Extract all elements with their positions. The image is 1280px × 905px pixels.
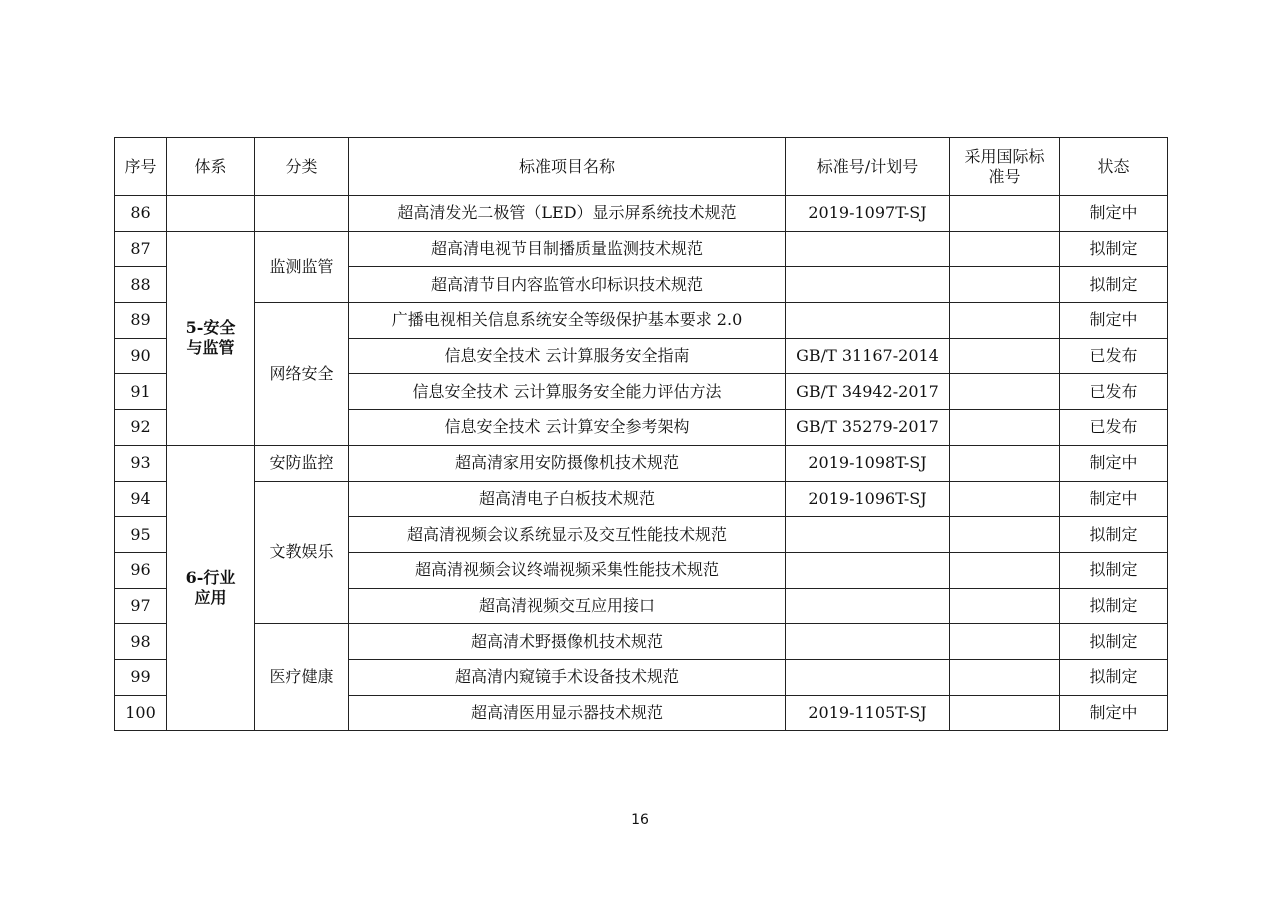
row-number [786,588,950,624]
table-row [115,445,1168,481]
row-status: 已发布 [1060,374,1168,410]
row-intl [950,445,1060,481]
row-no: 89 [115,303,167,339]
row-number: 2019-1105T-SJ [786,695,950,731]
table-row [115,481,1168,517]
row-number [786,231,950,267]
row-no: 93 [115,445,167,481]
row-number [786,517,950,553]
row-intl [950,588,1060,624]
row-no: 88 [115,267,167,303]
row-intl [950,303,1060,339]
row-intl [950,196,1060,232]
row-no: 90 [115,338,167,374]
row-number [786,552,950,588]
row-intl [950,659,1060,695]
row-number: GB/T 35279-2017 [786,410,950,446]
row-name: 信息安全技术 云计算服务安全能力评估方法 [349,374,786,410]
header-system: 体系 [167,138,255,196]
row-status: 拟制定 [1060,588,1168,624]
row-status: 制定中 [1060,695,1168,731]
row-status: 拟制定 [1060,624,1168,660]
row-no: 94 [115,481,167,517]
row-number: GB/T 31167-2014 [786,338,950,374]
row-name: 超高清电子白板技术规范 [349,481,786,517]
row-name: 超高清医用显示器技术规范 [349,695,786,731]
row-name: 超高清视频交互应用接口 [349,588,786,624]
category-security-monitoring: 安防监控 [255,445,349,481]
row-number [786,659,950,695]
header-number: 标准号/计划号 [786,138,950,196]
table-row [115,303,1168,339]
row-number: 2019-1097T-SJ [786,196,950,232]
group-industry-application: 6-行业应用 [167,445,255,731]
row-intl [950,410,1060,446]
row-name: 超高清节目内容监管水印标识技术规范 [349,267,786,303]
row-no: 92 [115,410,167,446]
row-no: 97 [115,588,167,624]
category-cell-empty [255,196,349,232]
row-intl [950,374,1060,410]
row-no: 96 [115,552,167,588]
system-cell-empty [167,196,255,232]
row-name: 超高清电视节目制播质量监测技术规范 [349,231,786,267]
row-no: 100 [115,695,167,731]
header-category: 分类 [255,138,349,196]
table-row [115,196,1168,232]
row-number: 2019-1096T-SJ [786,481,950,517]
header-no: 序号 [115,138,167,196]
category-monitoring: 监测监管 [255,231,349,302]
row-intl [950,231,1060,267]
row-number: GB/T 34942-2017 [786,374,950,410]
row-status: 制定中 [1060,445,1168,481]
header-status: 状态 [1060,138,1168,196]
row-status: 制定中 [1060,196,1168,232]
category-education-entertainment: 文教娱乐 [255,481,349,624]
row-status: 拟制定 [1060,267,1168,303]
row-no: 86 [115,196,167,232]
row-name: 信息安全技术 云计算服务安全指南 [349,338,786,374]
table-row [115,231,1168,267]
row-intl [950,481,1060,517]
standards-table [114,137,1168,731]
row-no: 95 [115,517,167,553]
category-network-security: 网络安全 [255,303,349,446]
row-no: 98 [115,624,167,660]
row-intl [950,695,1060,731]
row-no: 91 [115,374,167,410]
row-status: 已发布 [1060,410,1168,446]
row-intl [950,338,1060,374]
row-no: 87 [115,231,167,267]
row-intl [950,267,1060,303]
category-medical-health: 医疗健康 [255,624,349,731]
row-status: 拟制定 [1060,552,1168,588]
row-status: 拟制定 [1060,231,1168,267]
row-status: 拟制定 [1060,659,1168,695]
row-status: 制定中 [1060,481,1168,517]
header-row [115,138,1168,196]
row-intl [950,624,1060,660]
row-status: 制定中 [1060,303,1168,339]
header-name: 标准项目名称 [349,138,786,196]
row-name: 超高清视频会议系统显示及交互性能技术规范 [349,517,786,553]
row-name: 超高清术野摄像机技术规范 [349,624,786,660]
row-number [786,303,950,339]
page-number: 16 [631,812,649,828]
group-security-supervision: 5-安全与监管 [167,231,255,445]
row-name: 超高清视频会议终端视频采集性能技术规范 [349,552,786,588]
row-name: 广播电视相关信息系统安全等级保护基本要求 2.0 [349,303,786,339]
row-number [786,267,950,303]
row-name: 超高清内窥镜手术设备技术规范 [349,659,786,695]
row-status: 拟制定 [1060,517,1168,553]
row-name: 超高清家用安防摄像机技术规范 [349,445,786,481]
row-number: 2019-1098T-SJ [786,445,950,481]
row-no: 99 [115,659,167,695]
row-intl [950,552,1060,588]
row-status: 已发布 [1060,338,1168,374]
row-name: 超高清发光二极管（LED）显示屏系统技术规范 [349,196,786,232]
table-row [115,624,1168,660]
row-number [786,624,950,660]
header-intl: 采用国际标准号 [950,138,1060,196]
row-intl [950,517,1060,553]
row-name: 信息安全技术 云计算安全参考架构 [349,410,786,446]
